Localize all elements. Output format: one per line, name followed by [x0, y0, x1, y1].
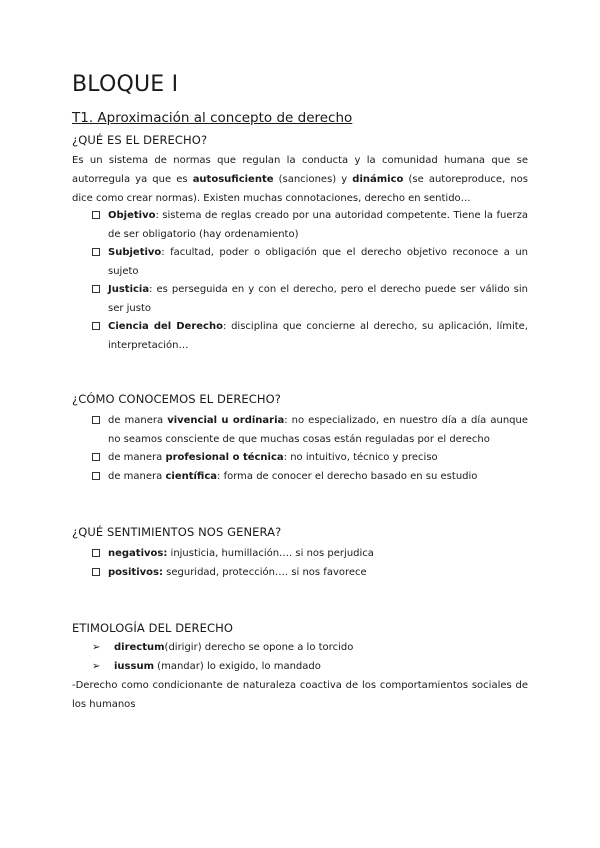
section-heading-sentimientos: ¿QUÉ SENTIMIENTOS NOS GENERA?: [72, 525, 282, 539]
list-item: [92, 206, 528, 244]
list-item: [92, 467, 528, 486]
checkbox-bullet-icon: [92, 568, 100, 576]
item-term: directum: [114, 642, 165, 653]
topic-subtitle: T1. Aproximación al concepto de derecho: [72, 110, 353, 126]
intro-text-3: (se autoreproduce, nos dice como crear normas). Existen muchas connotaciones, derecho en sentido…: [72, 174, 529, 204]
item-term: negativos:: [108, 548, 168, 559]
item-term: vivencial u ordinaria: [167, 415, 285, 426]
item-text: : facultad, poder o obligación que el derecho objetivo reconoce a un sujeto: [108, 247, 528, 277]
item-text: injusticia, humillación…. si nos perjudica: [167, 548, 374, 559]
item-pre: de manera: [108, 415, 168, 426]
section-heading-que-es: ¿QUÉ ES EL DERECHO?: [72, 133, 208, 147]
intro-text-1: Es un sistema de normas que regulan la conducta y la comunidad humana que se autorregula ya que es: [72, 155, 528, 185]
item-term: positivos:: [108, 567, 163, 578]
item-term: científica: [165, 471, 218, 482]
item-text: (dirigir) derecho se opone a lo torcido: [164, 642, 354, 653]
list-item: [92, 563, 528, 582]
checkbox-bullet-icon: [92, 211, 100, 219]
item-text: : no especializado, en nuestro día a día aunque no seamos consciente de que muchas cosas están reguladas por el derecho: [108, 415, 528, 445]
item-text: : forma de conocer el derecho basado en su estudio: [217, 471, 478, 482]
intro-text-2: (sanciones) y: [273, 174, 353, 185]
item-text: : no intuitivo, técnico y preciso: [283, 452, 438, 463]
list-item: [92, 243, 528, 281]
list-item: [92, 411, 528, 449]
item-term: Justicia: [108, 284, 150, 295]
document-title: BLOQUE I: [72, 72, 179, 97]
checkbox-bullet-icon: [92, 248, 100, 256]
checkbox-bullet-icon: [92, 453, 100, 461]
list-item: [92, 544, 528, 563]
intro-bold-autosuficiente: autosuficiente: [192, 174, 274, 185]
checkbox-bullet-icon: [92, 322, 100, 330]
checkbox-bullet-icon: [92, 416, 100, 424]
item-text: : disciplina que concierne al derecho, su aplicación, límite, interpretación…: [108, 321, 528, 351]
item-pre: de manera: [108, 471, 166, 482]
checkbox-bullet-icon: [92, 549, 100, 557]
item-text: : es perseguida en y con el derecho, pero el derecho puede ser válido sin ser justo: [108, 284, 528, 314]
list-item: [92, 638, 528, 657]
item-term: profesional o técnica: [165, 452, 284, 463]
list-item: [92, 280, 528, 318]
intro-paragraph: [72, 151, 528, 208]
arrow-bullet-icon: ➢: [92, 642, 101, 653]
checkbox-bullet-icon: [92, 472, 100, 480]
item-term: iussum: [114, 661, 154, 672]
item-term: Subjetivo: [108, 247, 162, 258]
item-term: Ciencia del Derecho: [108, 321, 223, 332]
list-item: [92, 317, 528, 355]
item-term: Objetivo: [108, 210, 156, 221]
section-heading-como-conocemos: ¿CÓMO CONOCEMOS EL DERECHO?: [72, 392, 282, 406]
item-pre: de manera: [108, 452, 166, 463]
checkbox-bullet-icon: [92, 285, 100, 293]
closing-note: -Derecho como condicionante de naturaleza coactiva de los comportamientos sociales de los humanos: [72, 680, 528, 710]
intro-bold-dinamico: dinámico: [352, 174, 404, 185]
item-text: : sistema de reglas creado por una autoridad competente. Tiene la fuerza de ser obligatorio (hay ordenamiento): [108, 210, 528, 240]
item-text: (mandar) lo exigido, lo mandado: [154, 661, 321, 672]
section-heading-etimologia: ETIMOLOGÍA DEL DERECHO: [72, 621, 234, 635]
arrow-bullet-icon: ➢: [92, 661, 101, 672]
list-item: [92, 657, 528, 676]
item-text: seguridad, protección…. si nos favorece: [162, 567, 367, 578]
list-item: [92, 448, 528, 467]
